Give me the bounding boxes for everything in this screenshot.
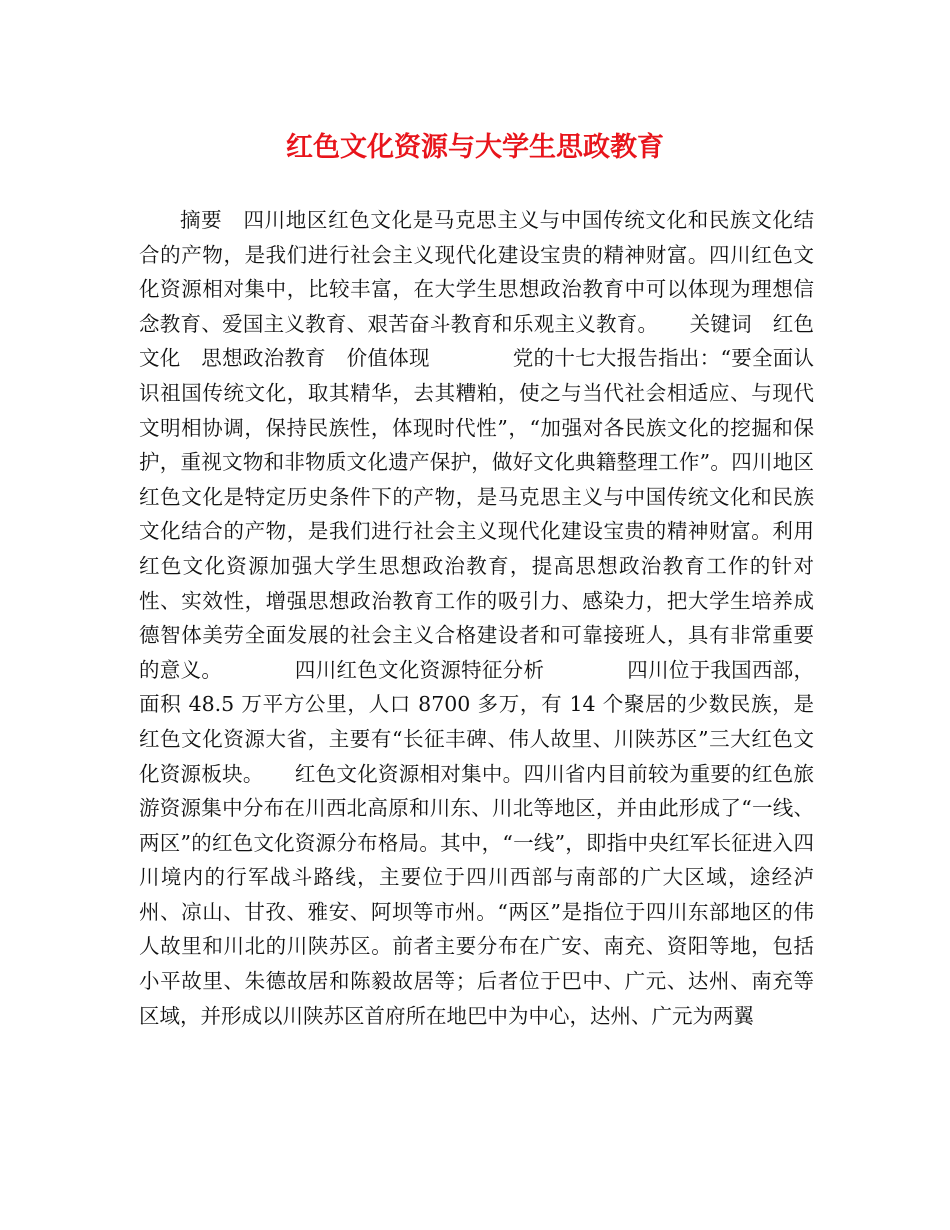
document-title: 红色文化资源与大学生思政教育 (286, 132, 664, 163)
document-body: 摘要 四川地区红色文化是马克思主义与中国传统文化和民族文化结合的产物，是我们进行社会主义现代化建设宝贵的精神财富。四川红色文化资源相对集中，比较丰富，在大学生思想政治教育中可以体现为理想信念教育、爱国主义教育、艰苦奋斗教育和乐观主义教育。 关键词 红色文化 思想政治教育 价值体现 党的十七大报告指出：“要全面认识祖国传统文化，取其精华，去其糟粕，使之与当代社会相适应、与现代文明相协调，保持民族性，体现时代性”，“加强对各民族文化的挖掘和保护，重视文物和非物质文化遗产保护，做好文化典籍整理工作”。四川地区红色文化是特定历史条件下的产物，是马克思主义与中国传统文化和民族文化结合的产物，是我们进行社会主义现代化建设宝贵的精神财富。利用红色文化资源加强大学生思想政治教育，提高思想政治教育工作的针对性、实效性，增强思想政治教育工作的吸引力、感染力，把大学生培养成德智体美劳全面发展的社会主义合格建设者和可靠接班人，具有非常重要的意义。 四川红色文化资源特征分析 四川位于我国西部，面积 48.5 万平方公里，人口 8700 多万，有 14 个聚居的少数民族，是红色文化资源大省，主要有“长征丰碑、伟人故里、川陕苏区”三大红色文化资源板块。 红色文化资源相对集中。四川省内目前较为重要的红色旅游资源集中分布在川西北高原和川东、川北等地区，并由此形成了“一线、两区”的红色文化资源分布格局。其中，“一线”，即指中央红军长征进入四川境内的行军战斗路线，主要位于四川西部与南部的广大区域，途经泸州、凉山、甘孜、雅安、阿坝等市州。“两区”是指位于四川东部地区的伟人故里和川北的川陕苏区。前者主要分布在广安、南充、资阳等地，包括小平故里、朱德故居和陈毅故居等；后者位于巴中、广元、达州、南充等区域，并形成以川陕苏区首府所在地巴中为中心，达州、广元为两翼 (139, 208, 814, 1028)
